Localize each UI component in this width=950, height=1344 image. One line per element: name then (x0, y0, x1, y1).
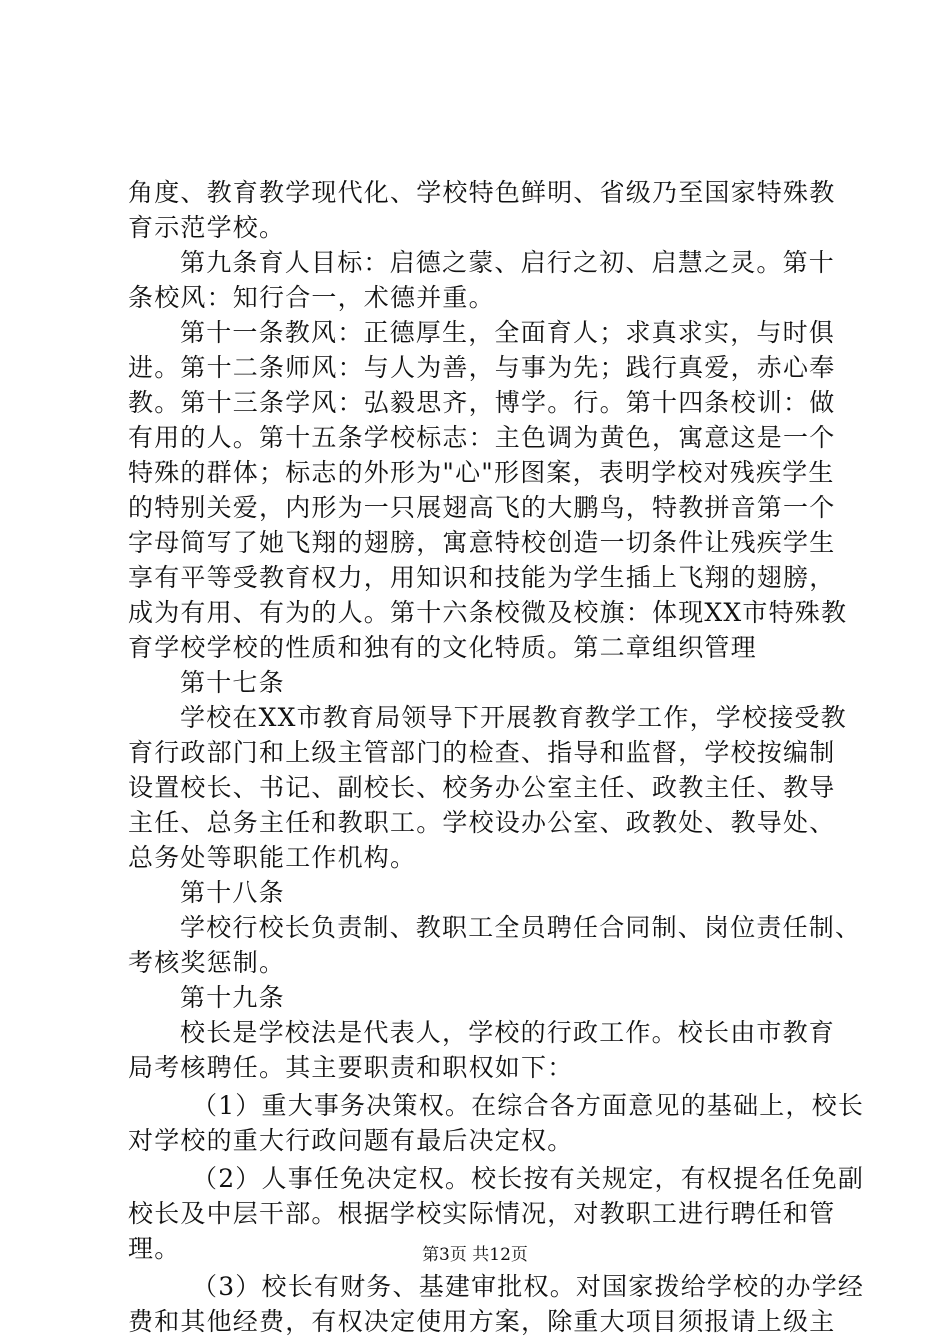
text-line: 特殊的群体；标志的外形为"心"形图案，表明学校对残疾学生 (128, 458, 835, 487)
text-line: 主任、总务主任和教职工。学校设办公室、政教处、教导处、 (128, 808, 836, 837)
text-line: （2）人事任免决定权。校长按有关规定，有权提名任免副 (192, 1164, 865, 1193)
text-line: 条校风：知行合一，术德并重。 (128, 283, 495, 312)
article-heading: 第十九条 (180, 983, 285, 1012)
text-line: （1）重大事务决策权。在综合各方面意见的基础上，校长 (192, 1091, 865, 1120)
text-line: 学校行校长负责制、教职工全员聘任合同制、岗位责任制、 (180, 913, 862, 942)
document-body (128, 175, 865, 1339)
text-line: 学校在XX市教育局领导下开展教育教学工作，学校接受教 (180, 703, 847, 732)
text-line: 总务处等职能工作机构。 (128, 843, 417, 872)
text-line: 角度、教育教学现代化、学校特色鲜明、省级乃至国家特殊教 (128, 178, 836, 207)
page-number-label: 第3页 共12页 (422, 1245, 528, 1265)
text-line: 有用的人。第十五条学校标志：主色调为黄色，寓意这是一个 (128, 423, 836, 452)
text-line: 校长及中层干部。根据学校实际情况，对教职工进行聘任和管 (128, 1199, 836, 1228)
text-line: 育行政部门和上级主管部门的检查、指导和监督，学校按编制 (128, 738, 836, 767)
page-footer (0, 1244, 950, 1266)
text-line: （3）校长有财务、基建审批权。对国家拨给学校的办学经 (192, 1272, 865, 1301)
text-line: 享有平等受教育权力，用知识和技能为学生插上飞翔的翅膀， (128, 563, 836, 592)
text-line: 费和其他经费，有权决定使用方案，除重大项目须报请上级主 (128, 1307, 836, 1336)
text-line: 对学校的重大行政问题有最后决定权。 (128, 1126, 574, 1155)
text-line: 第十一条教风：正德厚生，全面育人；求真求实，与时俱 (180, 318, 836, 347)
text-line: 局考核聘任。其主要职责和职权如下： (128, 1053, 574, 1082)
text-line: 设置校长、书记、副校长、校务办公室主任、政教主任、教导 (128, 773, 836, 802)
text-line: 成为有用、有为的人。第十六条校微及校旗：体现XX市特殊教 (128, 598, 848, 627)
text-line: 的特别关爱，内形为一只展翅高飞的大鹏鸟，特教拼音第一个 (128, 493, 836, 522)
text-line: 考核奖惩制。 (128, 948, 286, 977)
text-line: 第九条育人目标：启德之蒙、启行之初、启慧之灵。第十 (180, 248, 836, 277)
text-line: 教。第十三条学风：弘毅思齐，博学。行。第十四条校训：做 (128, 388, 836, 417)
article-heading: 第十八条 (180, 878, 285, 907)
text-line: 育示范学校。 (128, 213, 286, 242)
text-line: 进。第十二条师风：与人为善，与事为先；践行真爱，赤心奉 (128, 353, 836, 382)
text-line: 理。 (128, 1234, 181, 1263)
article-heading: 第十七条 (180, 668, 285, 697)
text-line: 校长是学校法是代表人，学校的行政工作。校长由市教育 (180, 1018, 836, 1047)
text-line: 字母简写了她飞翔的翅膀，寓意特校创造一切条件让残疾学生 (128, 528, 836, 557)
text-line: 育学校学校的性质和独有的文化特质。第二章组织管理 (128, 633, 757, 662)
